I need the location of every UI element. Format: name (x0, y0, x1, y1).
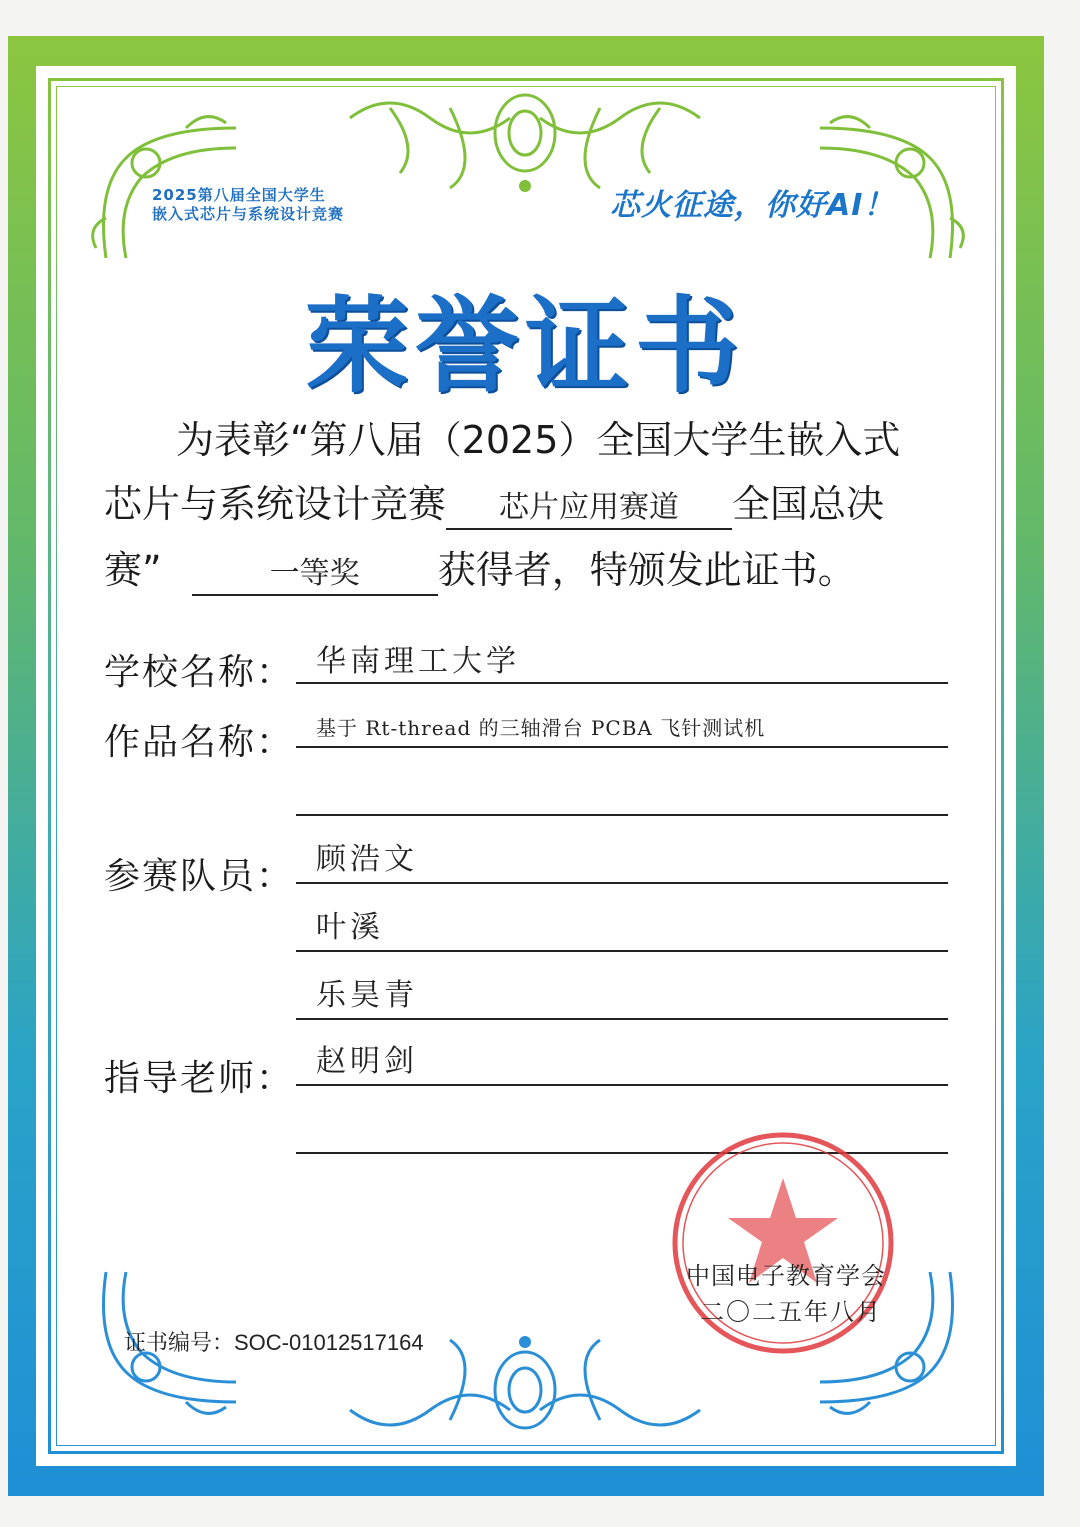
citation-line-1: 为表彰“第八届（2025）全国大学生嵌入式 (176, 418, 901, 462)
citation-text: 赛” (104, 548, 162, 592)
certificate-title: 荣誉证书 (304, 284, 745, 407)
issuer-name: 中国电子教育学会 (686, 1262, 886, 1290)
work-underline-2 (296, 814, 948, 816)
citation-text: 获得者，特颁发此证书。 (437, 548, 856, 592)
advisor-underline (296, 1084, 948, 1086)
work-value: 基于 Rt-thread 的三轴滑台 PCBA 飞针测试机 (316, 716, 766, 740)
member-name: 叶溪 (316, 910, 384, 945)
member-name: 乐昊青 (316, 978, 418, 1013)
certificate-number: 证书编号：SOC-01012517164 (124, 1330, 424, 1355)
citation-line-2 (104, 472, 954, 536)
advisor-value: 赵明剑 (316, 1044, 418, 1079)
school-value: 华南理工大学 (316, 644, 520, 679)
issue-date: 二〇二五年八月 (700, 1298, 882, 1326)
competition-logo (152, 186, 344, 224)
member-underline (296, 1018, 948, 1020)
school-underline (296, 682, 948, 684)
work-underline (296, 746, 948, 748)
work-label: 作品名称： (104, 722, 295, 763)
citation-text: 全国总决 (732, 482, 885, 526)
track-field: 芯片应用赛道 (446, 488, 732, 530)
logo-line-2: 嵌入式芯片与系统设计竞赛 (152, 205, 345, 223)
logo-line-1: 2025第八届全国大学生 (152, 186, 326, 204)
school-label: 学校名称： (104, 652, 295, 693)
citation-text: 芯片与系统设计竞赛 (104, 482, 447, 526)
members-label: 参赛队员： (104, 856, 295, 897)
slogan: 芯火征途，你好AI！ (610, 188, 895, 223)
member-name: 顾浩文 (316, 842, 418, 877)
award-field: 一等奖 (192, 554, 438, 596)
member-underline (296, 950, 948, 952)
member-underline (296, 882, 948, 884)
advisor-label: 指导老师： (104, 1058, 295, 1099)
citation-line-3 (104, 538, 954, 602)
